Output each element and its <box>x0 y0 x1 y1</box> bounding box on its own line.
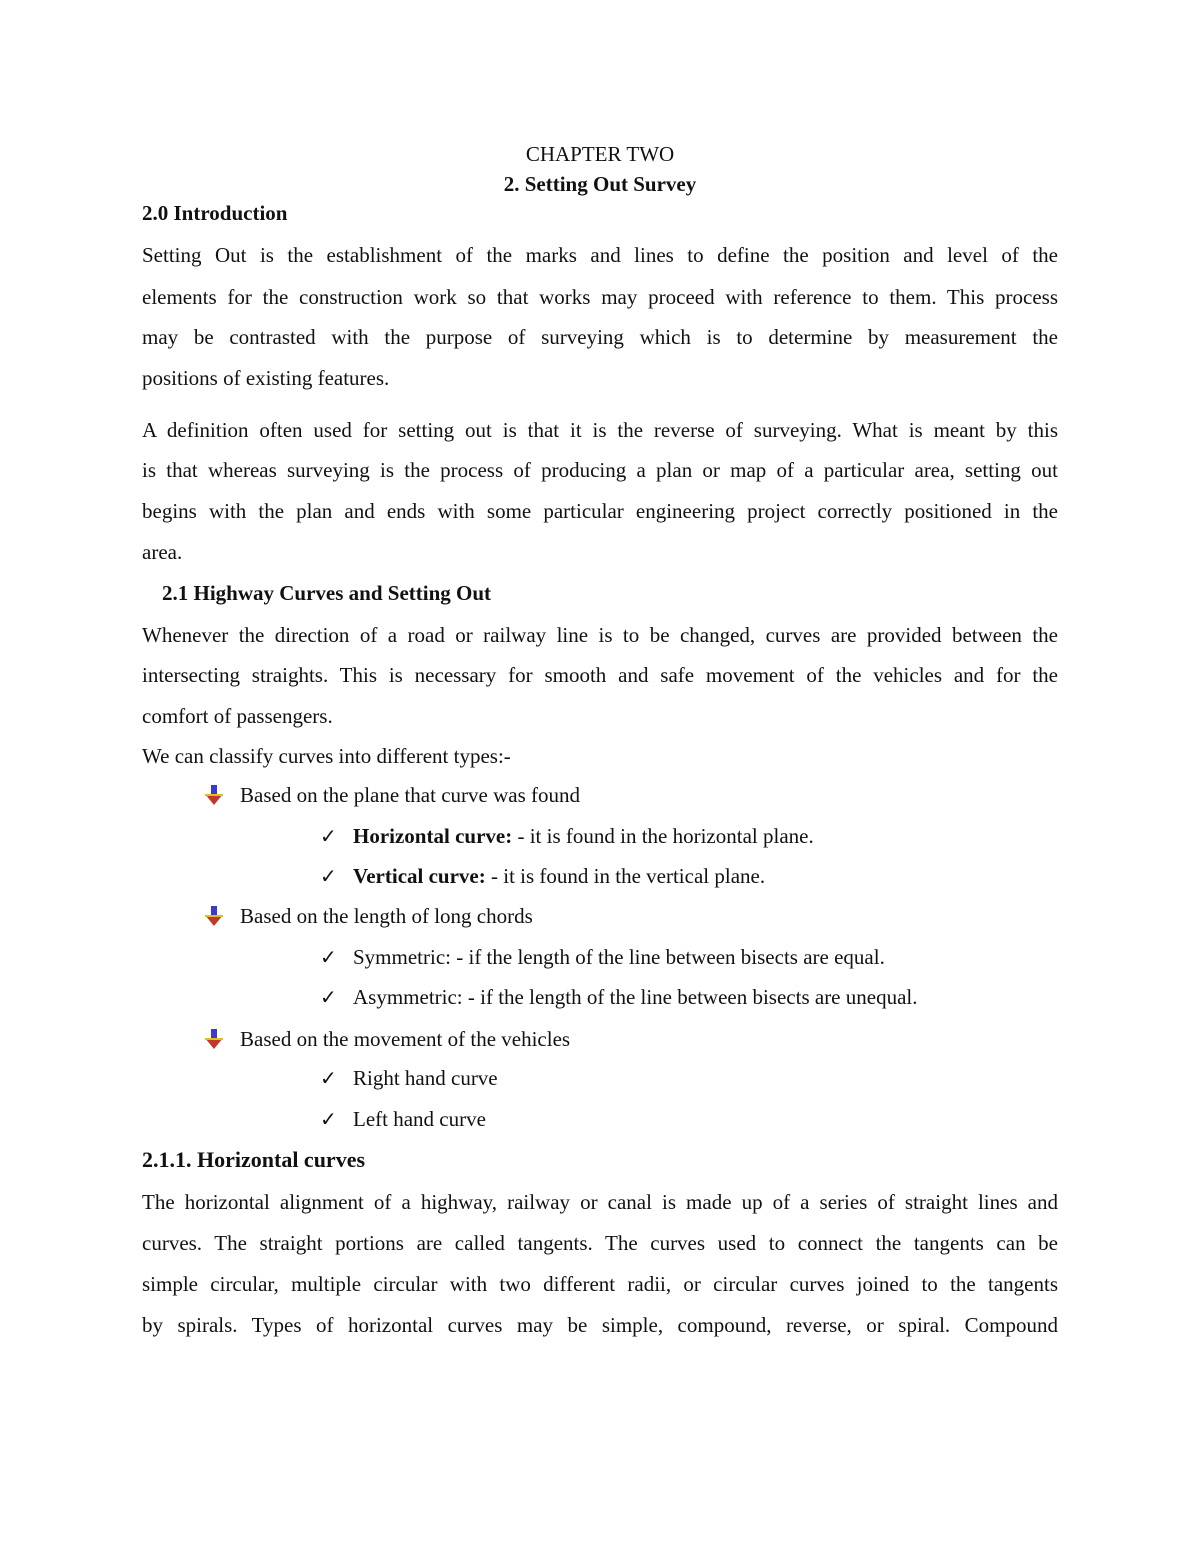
chapter-subtitle: 2. Setting Out Survey <box>503 172 697 196</box>
list-item-asymmetric: Asymmetric: - if the length of the line between bisects are unequal. <box>353 985 918 1009</box>
intro-para2-line: area. <box>142 540 183 564</box>
check-icon: ✓ <box>320 824 337 848</box>
check-icon: ✓ <box>320 945 337 969</box>
section-2-1-line: intersecting straights. This is necessary for smooth and safe movement of the vehicles and for the <box>142 663 1058 687</box>
group-label-chords: Based on the length of long chords <box>240 904 533 928</box>
check-icon: ✓ <box>320 985 337 1009</box>
arrow-bullet-icon <box>203 1028 225 1050</box>
section-2-1-1-line: by spirals. Types of horizontal curves may be simple, compound, reverse, or spiral. Compound <box>142 1313 1058 1337</box>
arrow-bullet-icon <box>203 905 225 927</box>
intro-para2-line: A definition often used for setting out is that it is the reverse of surveying. What is meant by this <box>142 418 1058 442</box>
list-item-right-hand: Right hand curve <box>353 1066 498 1090</box>
classify-intro: We can classify curves into different types:- <box>142 744 511 768</box>
item-bold: Vertical curve: <box>353 864 486 888</box>
intro-heading: 2.0 Introduction <box>142 201 288 225</box>
section-2-1-1-line: curves. The straight portions are called tangents. The curves used to connect the tangents can be <box>142 1231 1058 1255</box>
section-2-1-heading: 2.1 Highway Curves and Setting Out <box>162 581 492 605</box>
arrow-bullet-icon <box>203 784 225 806</box>
item-text: - it is found in the horizontal plane. <box>512 824 814 848</box>
group-label-plane: Based on the plane that curve was found <box>240 783 580 807</box>
check-icon: ✓ <box>320 864 337 888</box>
group-label-movement: Based on the movement of the vehicles <box>240 1027 571 1051</box>
section-2-1-line: Whenever the direction of a road or railway line is to be changed, curves are provided between the <box>142 623 1058 647</box>
intro-para1-line: positions of existing features. <box>142 366 390 390</box>
list-item-vertical-curve <box>353 866 765 887</box>
section-2-1-1-heading: 2.1.1. Horizontal curves <box>142 1147 366 1172</box>
chapter-title: CHAPTER TWO <box>525 142 675 166</box>
list-item-horizontal-curve <box>353 826 814 847</box>
intro-para2-line: is that whereas surveying is the process of producing a plan or map of a particular area, setting out <box>142 458 1058 482</box>
list-item-left-hand: Left hand curve <box>353 1107 486 1131</box>
intro-para1-line: elements for the construction work so that works may proceed with reference to them. This process <box>142 285 1058 309</box>
section-2-1-1-line: simple circular, multiple circular with two different radii, or circular curves joined to the tangents <box>142 1272 1058 1296</box>
section-2-1-line: comfort of passengers. <box>142 704 333 728</box>
intro-para1-line: Setting Out is the establishment of the marks and lines to define the position and level of the <box>142 243 1058 267</box>
check-icon: ✓ <box>320 1066 337 1090</box>
item-text: - it is found in the vertical plane. <box>485 864 766 888</box>
item-bold: Horizontal curve: <box>353 824 513 848</box>
list-item-symmetric: Symmetric: - if the length of the line between bisects are equal. <box>353 945 885 969</box>
intro-para1-line: may be contrasted with the purpose of surveying which is to determine by measurement the <box>142 325 1058 349</box>
check-icon: ✓ <box>320 1107 337 1131</box>
intro-para2-line: begins with the plan and ends with some particular engineering project correctly positioned in the <box>142 499 1058 523</box>
section-2-1-1-line: The horizontal alignment of a highway, railway or canal is made up of a series of straight lines and <box>142 1190 1058 1214</box>
